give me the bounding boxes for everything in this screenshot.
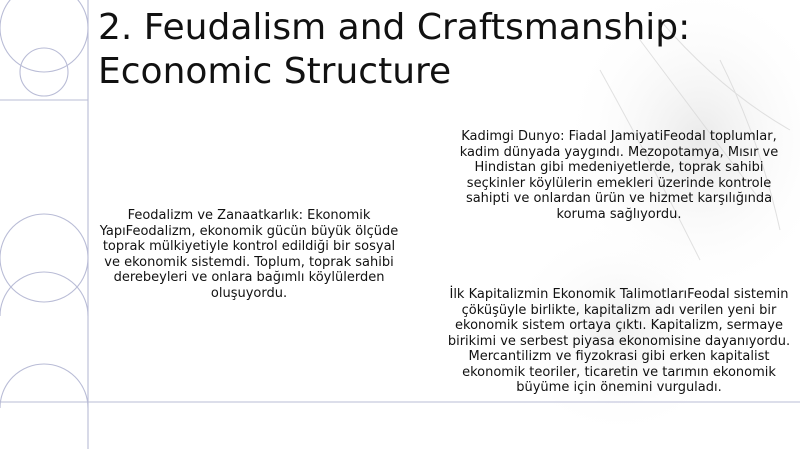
outline-arc-decoration <box>0 364 88 408</box>
left-text-block: Feodalizm ve Zanaatkarlık: Ekonomik YapıFeodalizm, ekonomik gücün büyük ölçüde toprak mülkiyetiyle kontrol edildiği bir sosyal ve ekonomik sistemdi. Toplum, toprak sahibi derebeyleri ve onlara bağımlı köylülerden oluşuyordu. <box>99 208 399 301</box>
slide-title-line-1: 2. Feudalism and Craftsmanship: <box>98 7 691 48</box>
slide-title <box>98 6 788 94</box>
outline-arc-decoration <box>0 272 88 316</box>
outline-circle-decoration <box>0 0 88 72</box>
slide-title-line-2: Economic Structure <box>98 51 452 92</box>
right-top-text-block: Kadimgi Dunyo: Fiadal JamiyatiFeodal toplumlar, kadim dünyada yaygındı. Mezopotamya, Mısır ve Hindistan gibi medeniyetlerde, toprak sahibi seçkinler köylülerin emekleri üzerinde kontrole sahipti ve onlardan ürün ve hizmet karşılığında koruma sağlıyordu. <box>459 129 779 222</box>
outline-circle-decoration <box>0 214 88 302</box>
right-bottom-text-block: İlk Kapitalizmin Ekonomik TalimotlarıFeodal sistemin çöküşüyle birlikte, kapitalizm adı verilen yeni bir ekonomik sistem ortaya çıktı. Kapitalizm, sermaye birikimi ve serbest piyasa ekonomisine dayanıyordu. Mercantilizm ve fiyzokrasi gibi erken kapitalist ekonomik teoriler, ticaretin ve tarımın ekonomik büyüme için önemini vurguladı. <box>447 287 791 395</box>
